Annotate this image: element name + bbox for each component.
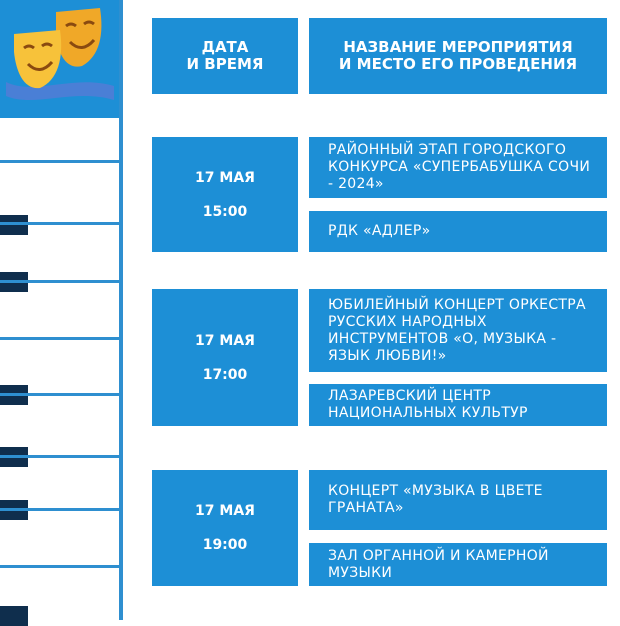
event-title-cell (309, 137, 607, 198)
key-divider (0, 337, 119, 340)
black-key (0, 215, 28, 235)
key-divider (0, 222, 119, 225)
event-title-cell (309, 470, 607, 530)
event-venue-cell (309, 211, 607, 252)
header-date-line1: ДАТА (201, 38, 249, 56)
event-venue: ЗАЛ ОРГАННОЙ И КАМЕРНОЙ МУЗЫКИ (328, 547, 549, 581)
header-name-line2: И МЕСТО ЕГО ПРОВЕДЕНИЯ (338, 55, 578, 73)
key-divider (0, 455, 119, 458)
header-date-cell (152, 18, 298, 94)
event-time: 15:00 (202, 203, 248, 220)
key-divider (0, 280, 119, 283)
key-divider (0, 508, 119, 511)
event-venue-cell (309, 384, 607, 426)
event-title: РАЙОННЫЙ ЭТАП ГОРОДСКОГО КОНКУРСА «СУПЕРБАБУШКА СОЧИ - 2024» (328, 142, 591, 192)
event-time: 17:00 (202, 366, 248, 383)
event-venue: РДК «АДЛЕР» (328, 223, 431, 239)
header-date-line2: И ВРЕМЯ (186, 55, 264, 73)
logo-panel (0, 0, 119, 118)
key-divider (0, 565, 119, 568)
event-date-cell (152, 137, 298, 252)
piano-keys-decoration (0, 0, 123, 620)
event-date: 17 МАЯ (195, 332, 255, 349)
event-date: 17 МАЯ (195, 169, 255, 186)
event-time: 19:00 (202, 537, 248, 553)
event-date: 17 МАЯ (195, 503, 255, 519)
event-title: КОНЦЕРТ «МУЗЫКА В ЦВЕТЕ ГРАНАТА» (328, 483, 543, 516)
key-divider (0, 393, 119, 396)
header-name-cell (309, 18, 607, 94)
theatre-masks-icon (4, 4, 116, 108)
key-divider (0, 160, 119, 163)
header-name-line1: НАЗВАНИЕ МЕРОПРИЯТИЯ (343, 38, 573, 56)
event-title-cell (309, 289, 607, 372)
event-venue-cell (309, 543, 607, 586)
event-date-cell (152, 289, 298, 426)
black-key (0, 606, 28, 626)
event-title: ЮБИЛЕЙНЫЙ КОНЦЕРТ ОРКЕСТРА РУССКИХ НАРОДНЫХ ИНСТРУМЕНТОВ «О, МУЗЫКА - ЯЗЫК ЛЮБВИ!» (328, 296, 586, 364)
event-date-cell (152, 470, 298, 586)
event-venue: ЛАЗАРЕВСКИЙ ЦЕНТР НАЦИОНАЛЬНЫХ КУЛЬТУР (328, 388, 528, 421)
